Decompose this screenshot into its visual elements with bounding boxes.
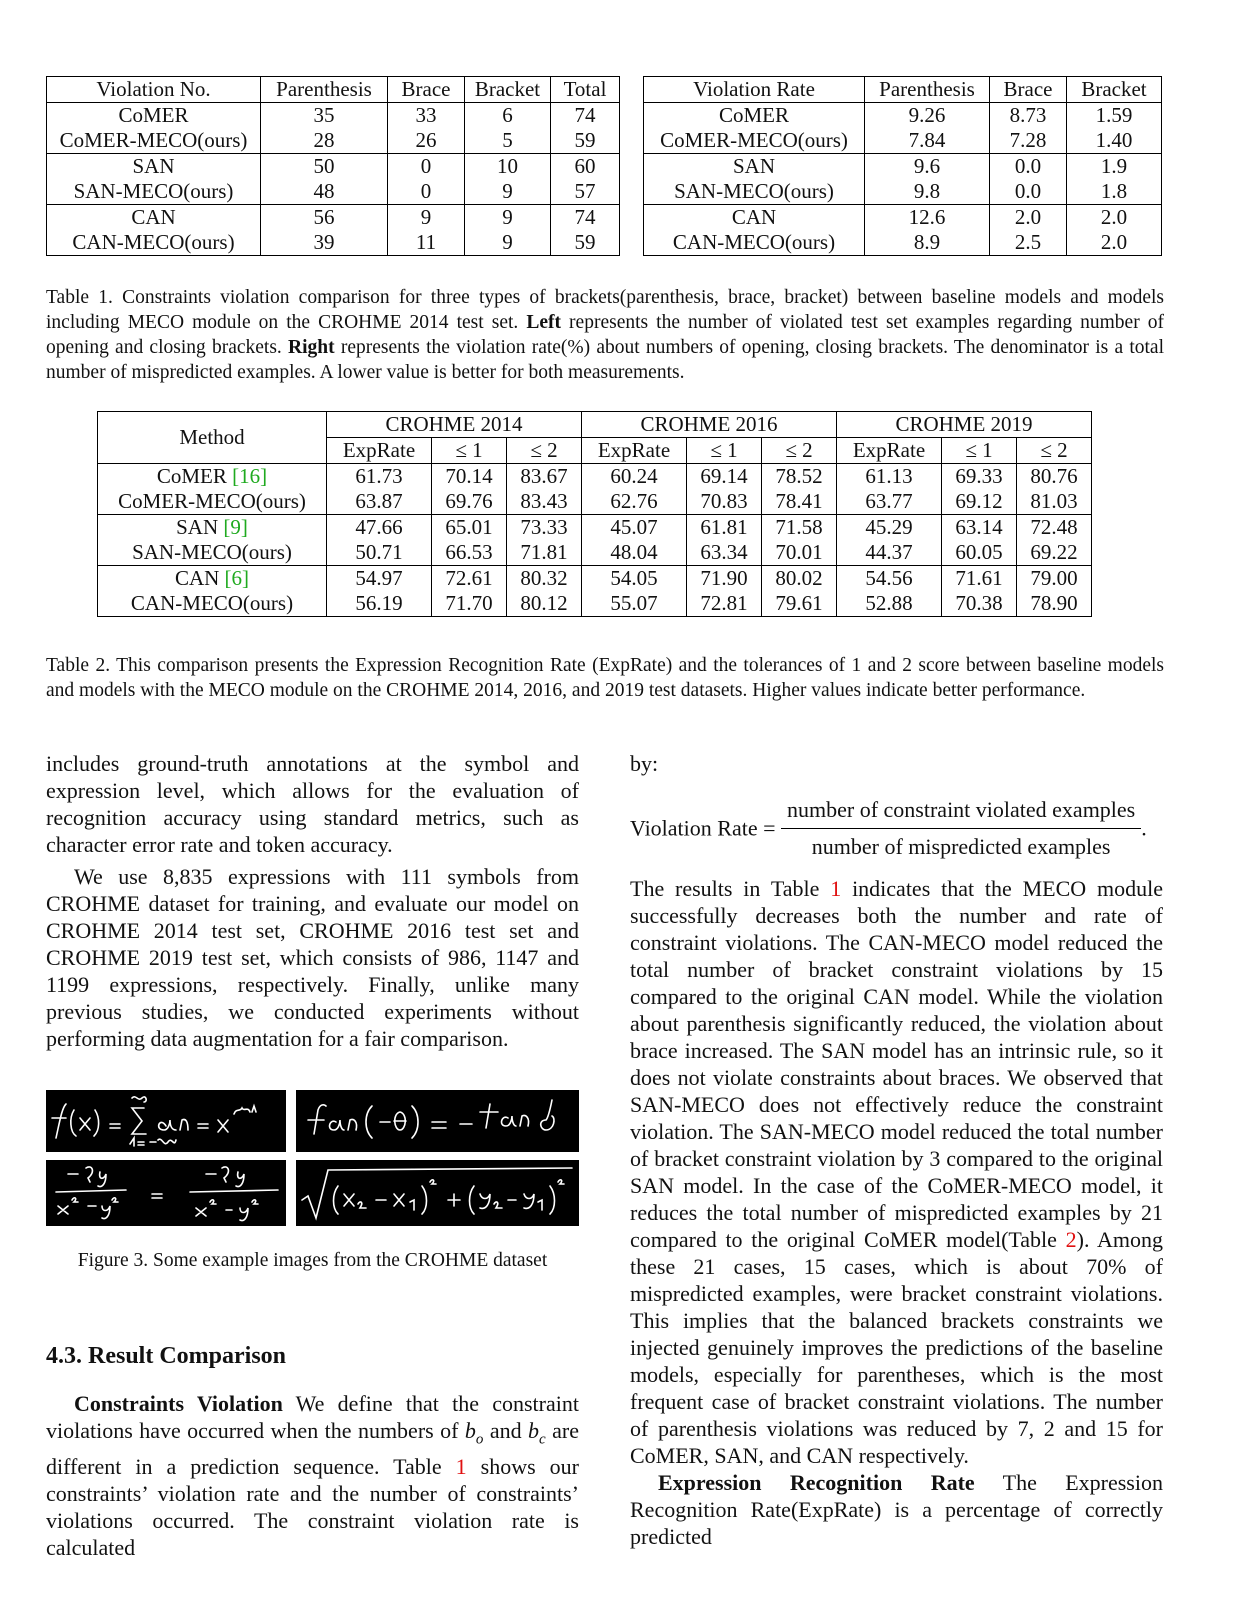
table-cell: 70.83 bbox=[687, 489, 762, 515]
table-cell: 74 bbox=[551, 205, 620, 231]
formula-lhs: Violation Rate = bbox=[630, 815, 776, 841]
table-cell: 70.14 bbox=[432, 464, 507, 490]
table2 bbox=[97, 411, 1092, 617]
table-header: Bracket bbox=[465, 77, 551, 103]
table-cell: 48 bbox=[261, 179, 388, 205]
table-cell: 12.6 bbox=[865, 205, 990, 231]
table-reference-link[interactable]: 1 bbox=[830, 876, 842, 901]
table-cell: 48.04 bbox=[582, 540, 687, 566]
table-header: ExpRate bbox=[582, 438, 687, 464]
table-cell: 9 bbox=[465, 230, 551, 256]
paragraph: The results in Table 1 indicates that the MECO module successfully decreases both the number and rate of constraint violations. The CAN-MECO model reduced the total number of bracket constraint violations by 15 compared to the original CAN model. While the violation about parenthesis significantly reduced, the violation about brace increased. The SAN model has an intrinsic rule, so it does not violate constraints about braces. We observed that SAN-MECO does not effectively reduce the constraint violation. The SAN-MECO model reduced the total number of bracket constraint violation by 3 compared to the original SAN model. In the case of the CoMER-MECO model, it reduces the total number of mispredicted examples by 21 compared to the original CoMER model(Table 2). Among these 21 cases, 15 cases, which is about 70% of mispredicted examples, were bracket constraint violations. This implies that the balanced brackets constraints we injected genuinely improves the predictions of the baseline models, especially for parentheses, which is the most frequent case of bracket constraint violations. The number of parenthesis violations was reduced by 7, 2 and 15 for CoMER, SAN, and CAN respectively. bbox=[630, 876, 1164, 1468]
section-title: 4.3. Result Comparison bbox=[46, 1343, 287, 1369]
table-cell: 52.88 bbox=[837, 591, 942, 617]
left-column-top bbox=[46, 750, 579, 1052]
table-header: Brace bbox=[388, 77, 465, 103]
handwritten-sample-image bbox=[296, 1160, 579, 1226]
table-cell: 39 bbox=[261, 230, 388, 256]
table-header: ExpRate bbox=[327, 438, 432, 464]
violation-rate-formula: Violation Rate = $\frac{\text{number of constraint violated examples}}{\text{number of mispredicted examples}}$ . bbox=[630, 797, 1147, 859]
table1-right bbox=[643, 76, 1162, 256]
table-cell: 61.81 bbox=[687, 515, 762, 541]
table-cell: 56 bbox=[261, 205, 388, 231]
formula-fraction bbox=[781, 796, 1141, 861]
table-cell: CAN-MECO(ours) bbox=[644, 230, 865, 256]
table-cell: 80.32 bbox=[507, 566, 582, 592]
handwritten-sample-image bbox=[46, 1160, 286, 1226]
left-column-bottom bbox=[46, 1390, 579, 1561]
table-cell: 74 bbox=[551, 103, 620, 129]
citation-link[interactable]: [16] bbox=[232, 464, 268, 488]
table-cell: 72.61 bbox=[432, 566, 507, 592]
table-cell: 66.53 bbox=[432, 540, 507, 566]
table-cell: 9.26 bbox=[865, 103, 990, 129]
table-cell: 78.41 bbox=[762, 489, 837, 515]
table-header: Method bbox=[98, 412, 327, 464]
table-cell: 69.14 bbox=[687, 464, 762, 490]
right-column-body bbox=[630, 875, 1163, 1550]
handwritten-formula-fraction bbox=[46, 1160, 286, 1226]
table-header: ≤ 1 bbox=[942, 438, 1017, 464]
method-cell: CoMER [16] bbox=[98, 464, 327, 490]
table-row bbox=[98, 566, 1092, 592]
table-header: Violation No. bbox=[47, 77, 261, 103]
table-header: Brace bbox=[990, 77, 1067, 103]
table-cell: 72.81 bbox=[687, 591, 762, 617]
table-cell: 8.73 bbox=[990, 103, 1067, 129]
table-cell: 9.8 bbox=[865, 179, 990, 205]
formula-numerator: number of constraint violated examples bbox=[781, 796, 1141, 829]
paragraph: Constraints Violation We define that the constraint violations have occurred when the numbers of $b_o$ and $b_c$ are different in a prediction sequence. Table 1 shows our constraints’ violation rate and the number of constraints’ violations occurred. The constraint violation rate is calculated bbox=[46, 1391, 580, 1561]
table-cell: 59 bbox=[551, 128, 620, 154]
table-row bbox=[98, 464, 1092, 490]
handwritten-formula-sqrt bbox=[296, 1160, 579, 1226]
table-cell: 71.61 bbox=[942, 566, 1017, 592]
table-cell: 35 bbox=[261, 103, 388, 129]
table-cell: CAN-MECO(ours) bbox=[47, 230, 261, 256]
table-cell: 80.76 bbox=[1017, 464, 1092, 490]
table2-caption: Table 2. This comparison presents the Expression Recognition Rate (ExpRate) and the tolerances of 1 and 2 score between baseline models and models with the MECO module on the CROHME 2014, 2016, and 2019 test datasets. Higher values indicate better performance. bbox=[46, 655, 1164, 701]
table-cell: 7.84 bbox=[865, 128, 990, 154]
paragraph: Expression Recognition Rate The Expression Recognition Rate(ExpRate) is a percentage of correctly predicted bbox=[630, 1470, 1163, 1549]
table-cell: 63.77 bbox=[837, 489, 942, 515]
table-cell: 69.12 bbox=[942, 489, 1017, 515]
table-cell: 0 bbox=[388, 154, 465, 180]
table-header: Parenthesis bbox=[261, 77, 388, 103]
table-cell: 69.22 bbox=[1017, 540, 1092, 566]
table-cell: 71.90 bbox=[687, 566, 762, 592]
table-cell: 33 bbox=[388, 103, 465, 129]
table-cell: 63.14 bbox=[942, 515, 1017, 541]
table-group-header: CROHME 2014 bbox=[327, 412, 582, 438]
table-cell: 57 bbox=[551, 179, 620, 205]
table-cell: 63.87 bbox=[327, 489, 432, 515]
table-cell: 54.56 bbox=[837, 566, 942, 592]
table-cell: 72.48 bbox=[1017, 515, 1092, 541]
table-cell: 81.03 bbox=[1017, 489, 1092, 515]
handwritten-sample-image bbox=[46, 1090, 286, 1152]
table-header: ≤ 2 bbox=[507, 438, 582, 464]
handwritten-sample-image bbox=[296, 1090, 579, 1152]
table-cell: 45.07 bbox=[582, 515, 687, 541]
table-cell: 0.0 bbox=[990, 154, 1067, 180]
method-cell: SAN [9] bbox=[98, 515, 327, 541]
table-cell: CAN bbox=[47, 205, 261, 231]
section-heading bbox=[46, 1343, 286, 1370]
handwritten-formula-tan bbox=[296, 1090, 579, 1152]
table-reference-link[interactable]: 1 bbox=[455, 1454, 467, 1480]
table-cell: 73.33 bbox=[507, 515, 582, 541]
table-cell: 9 bbox=[465, 205, 551, 231]
table-cell: 1.40 bbox=[1067, 128, 1162, 154]
paragraph: We use 8,835 expressions with 111 symbols from CROHME dataset for training, and evaluate our model on CROHME 2014 test set, CROHME 2016 test set and CROHME 2019 test set, which consists of 986, 1147 and 1199 expressions, respectively. Finally, unlike many previous studies, we conducted experiments without performing data augmentation for a fair comparison. bbox=[46, 864, 579, 1051]
right-column-by: by: bbox=[630, 751, 659, 776]
citation-link[interactable]: [6] bbox=[224, 566, 250, 590]
table-row bbox=[98, 515, 1092, 541]
table-cell: 54.97 bbox=[327, 566, 432, 592]
table-group-header: CROHME 2019 bbox=[837, 412, 1092, 438]
table-cell: CoMER bbox=[47, 103, 261, 129]
table-cell: 28 bbox=[261, 128, 388, 154]
table-cell: 55.07 bbox=[582, 591, 687, 617]
handwritten-formula-fx bbox=[46, 1090, 286, 1152]
table1-caption: Table 1. Constraints violation comparison for three types of brackets(parenthesis, brace, bracket) between baseline models and models including MECO module on the CROHME 2014 test set. Left represents the number of violated test set examples regarding number of opening and closing brackets. Right represents the violation rate(%) about numbers of opening, closing brackets. The denominator is a total number of mispredicted examples. A lower value is better for both measurements. bbox=[46, 287, 1164, 383]
table-cell: 83.67 bbox=[507, 464, 582, 490]
table-cell: SAN-MECO(ours) bbox=[47, 179, 261, 205]
table-row bbox=[98, 591, 1092, 617]
method-cell: SAN-MECO(ours) bbox=[98, 540, 327, 566]
method-cell: CAN [6] bbox=[98, 566, 327, 592]
table-cell: SAN bbox=[47, 154, 261, 180]
table-cell: 59 bbox=[551, 230, 620, 256]
table-cell: 50 bbox=[261, 154, 388, 180]
table-header: ≤ 1 bbox=[432, 438, 507, 464]
table-header: ≤ 1 bbox=[687, 438, 762, 464]
table-cell: 63.34 bbox=[687, 540, 762, 566]
table-row bbox=[98, 540, 1092, 566]
table-cell: 78.90 bbox=[1017, 591, 1092, 617]
paragraph: includes ground-truth annotations at the symbol and expression level, which allows for the evaluation of recognition accuracy using standard metrics, such as character error rate and token accuracy. bbox=[46, 751, 579, 857]
table-cell: 2.0 bbox=[1067, 230, 1162, 256]
table-cell: 0.0 bbox=[990, 179, 1067, 205]
table-cell: 71.58 bbox=[762, 515, 837, 541]
table-cell: 26 bbox=[388, 128, 465, 154]
table-cell: SAN bbox=[644, 154, 865, 180]
figure3-caption: Figure 3. Some example images from the CROHME dataset bbox=[77, 1250, 548, 1271]
table-cell: 71.81 bbox=[507, 540, 582, 566]
table-cell: 70.01 bbox=[762, 540, 837, 566]
table-cell: 1.59 bbox=[1067, 103, 1162, 129]
table-cell: 2.0 bbox=[990, 205, 1067, 231]
table-header: ≤ 2 bbox=[762, 438, 837, 464]
table-cell: 62.76 bbox=[582, 489, 687, 515]
table-cell: 50.71 bbox=[327, 540, 432, 566]
table-cell: 70.38 bbox=[942, 591, 1017, 617]
table-row bbox=[98, 489, 1092, 515]
table-header: ExpRate bbox=[837, 438, 942, 464]
table-cell: 47.66 bbox=[327, 515, 432, 541]
table-cell: 69.76 bbox=[432, 489, 507, 515]
citation-link[interactable]: [9] bbox=[223, 515, 248, 539]
table-cell: 9 bbox=[388, 205, 465, 231]
table-cell: 44.37 bbox=[837, 540, 942, 566]
table-cell: 69.33 bbox=[942, 464, 1017, 490]
method-cell: CAN-MECO(ours) bbox=[98, 591, 327, 617]
table-group-header: CROHME 2016 bbox=[582, 412, 837, 438]
table-header: Parenthesis bbox=[865, 77, 990, 103]
table-cell: 7.28 bbox=[990, 128, 1067, 154]
table-cell: 61.13 bbox=[837, 464, 942, 490]
table-cell: 65.01 bbox=[432, 515, 507, 541]
table-cell: 78.52 bbox=[762, 464, 837, 490]
table-header: Violation Rate bbox=[644, 77, 865, 103]
table-cell: 5 bbox=[465, 128, 551, 154]
table-cell: 80.12 bbox=[507, 591, 582, 617]
table-cell: 60.05 bbox=[942, 540, 1017, 566]
table-header: Bracket bbox=[1067, 77, 1162, 103]
table2-body bbox=[98, 464, 1092, 617]
table-cell: 80.02 bbox=[762, 566, 837, 592]
table1-left bbox=[46, 76, 620, 256]
table-cell: SAN-MECO(ours) bbox=[644, 179, 865, 205]
table-cell: CoMER-MECO(ours) bbox=[644, 128, 865, 154]
table-cell: 2.5 bbox=[990, 230, 1067, 256]
table-cell: 83.43 bbox=[507, 489, 582, 515]
table-cell: 56.19 bbox=[327, 591, 432, 617]
table-cell: 0 bbox=[388, 179, 465, 205]
table-header: ≤ 2 bbox=[1017, 438, 1092, 464]
table-cell: 54.05 bbox=[582, 566, 687, 592]
table-cell: 1.8 bbox=[1067, 179, 1162, 205]
table-cell: 8.9 bbox=[865, 230, 990, 256]
table-cell: CAN bbox=[644, 205, 865, 231]
table-cell: 61.73 bbox=[327, 464, 432, 490]
formula-denominator: number of mispredicted examples bbox=[811, 834, 1111, 859]
table-cell: CoMER bbox=[644, 103, 865, 129]
table-cell: 1.9 bbox=[1067, 154, 1162, 180]
table-cell: 10 bbox=[465, 154, 551, 180]
table-cell: 79.61 bbox=[762, 591, 837, 617]
table-cell: 11 bbox=[388, 230, 465, 256]
table-cell: 79.00 bbox=[1017, 566, 1092, 592]
table-cell: 9 bbox=[465, 179, 551, 205]
table-header: Total bbox=[551, 77, 620, 103]
table-cell: 60.24 bbox=[582, 464, 687, 490]
method-cell: CoMER-MECO(ours) bbox=[98, 489, 327, 515]
table-reference-link[interactable]: 2 bbox=[1065, 1227, 1077, 1252]
table-cell: CoMER-MECO(ours) bbox=[47, 128, 261, 154]
table-cell: 6 bbox=[465, 103, 551, 129]
table-cell: 45.29 bbox=[837, 515, 942, 541]
table-cell: 2.0 bbox=[1067, 205, 1162, 231]
table-cell: 9.6 bbox=[865, 154, 990, 180]
table-cell: 60 bbox=[551, 154, 620, 180]
table-cell: 71.70 bbox=[432, 591, 507, 617]
